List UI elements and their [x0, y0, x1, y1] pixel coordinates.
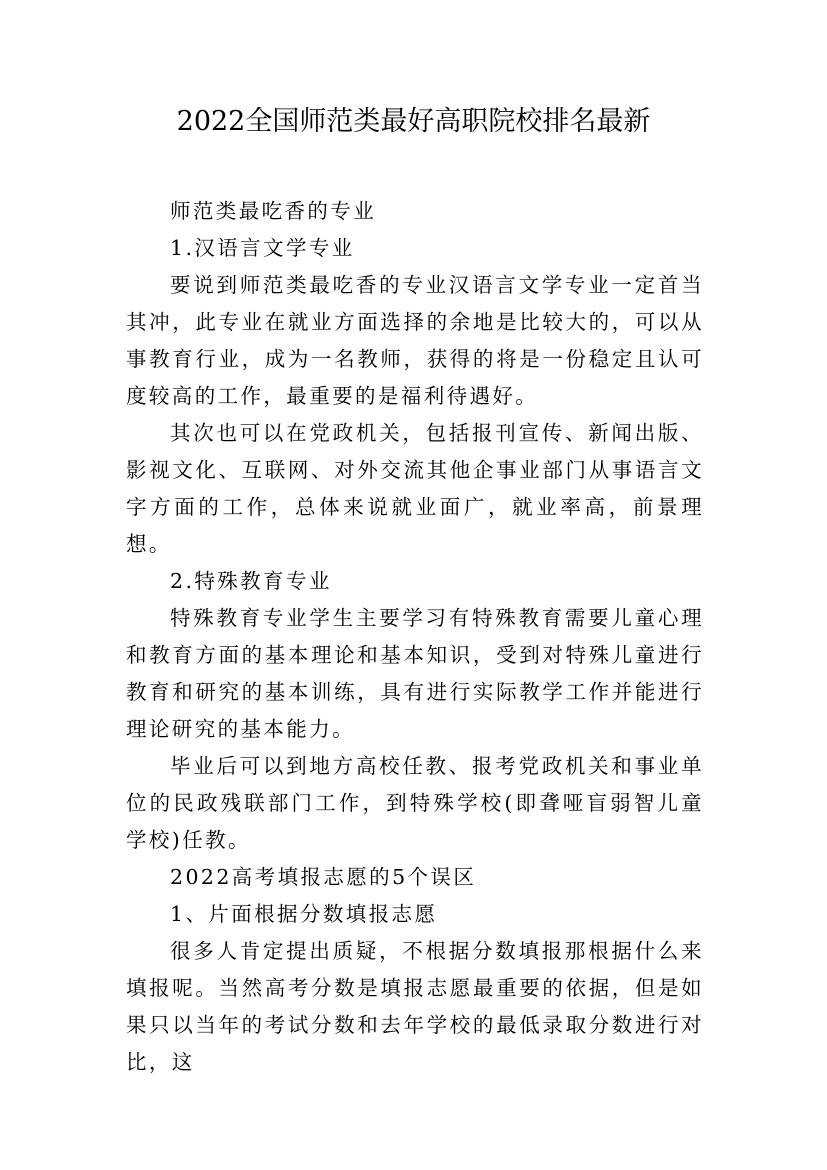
paragraph: 毕业后可以到地方高校任教、报考党政机关和事业单位的民政残联部门工作，到特殊学校(即聋哑盲弱智儿童学校)任教。: [126, 754, 704, 852]
section-heading-misconceptions: 2022高考填报志愿的5个误区: [170, 865, 477, 889]
subheading-chinese-literature: 1.汉语言文学专业: [170, 236, 355, 260]
subheading-special-education: 2.特殊教育专业: [170, 569, 332, 593]
paragraph: 要说到师范类最吃香的专业汉语言文学专业一定首当其冲，此专业在就业方面选择的余地是比较大的，可以从事教育行业，成为一名教师，获得的将是一份稳定且认可度较高的工作，最重要的是福利待遇好。: [126, 273, 704, 408]
paragraph: 特殊教育专业学生主要学习有特殊教育需要儿童心理和教育方面的基本理论和基本知识，受到对特殊儿童进行教育和研究的基本训练，具有进行实际教学工作并能进行理论研究的基本能力。: [126, 606, 704, 741]
paragraph: 很多人肯定提出质疑，不根据分数填报那根据什么来填报呢。当然高考分数是填报志愿最重要的依据，但是如果只以当年的考试分数和去年学校的最低录取分数进行对比，这: [126, 939, 704, 1074]
document-title: 2022全国师范类最好高职院校排名最新: [176, 106, 651, 137]
paragraph: 其次也可以在党政机关，包括报刊宣传、新闻出版、影视文化、互联网、对外交流其他企事业部门从事语言文字方面的工作，总体来说就业面广，就业率高，前景理想。: [126, 421, 704, 556]
section-heading-hot-majors: 师范类最吃香的专业: [170, 199, 377, 223]
subheading-score-only: 1、片面根据分数填报志愿: [170, 902, 438, 926]
document-body: [126, 193, 704, 1081]
